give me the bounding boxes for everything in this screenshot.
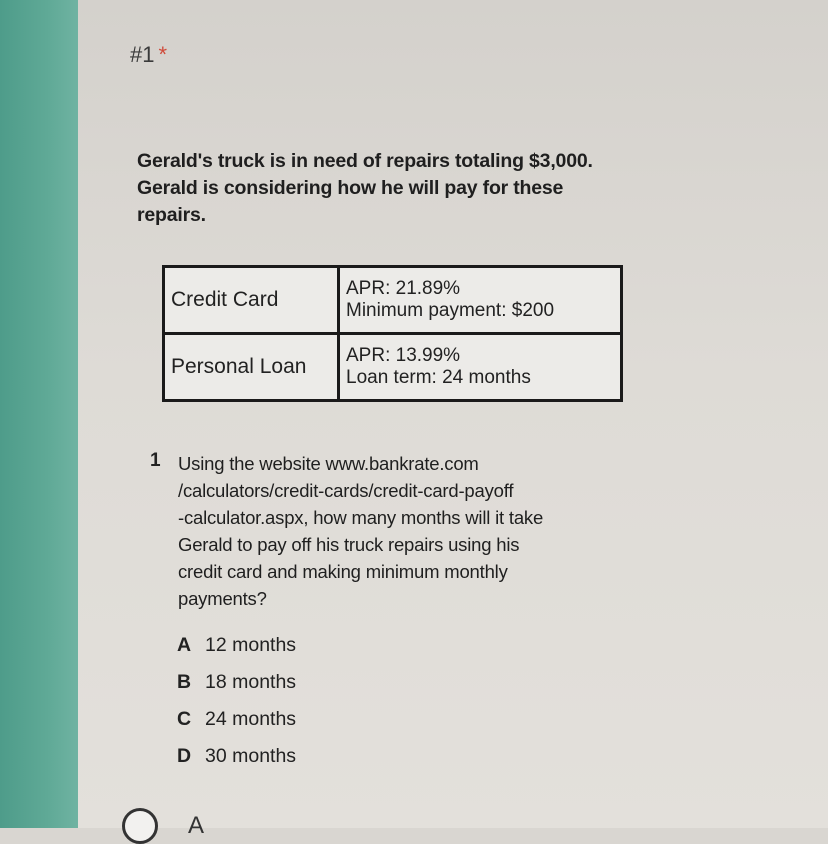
- question-intro: [137, 148, 667, 229]
- answer-choices: [177, 634, 296, 782]
- choice-d: [177, 745, 296, 782]
- sub-question-line: payments?: [178, 588, 267, 609]
- choice-text: 30 months: [205, 745, 297, 767]
- option-name: Personal Loan: [164, 334, 339, 401]
- sub-question-line: credit card and making minimum monthly: [178, 561, 508, 582]
- intro-line: repairs.: [137, 204, 206, 226]
- radio-button[interactable]: [122, 808, 158, 844]
- sub-question-line: Gerald to pay off his truck repairs using his: [178, 534, 520, 555]
- choice-text: 24 months: [205, 708, 297, 730]
- question-title: [130, 42, 167, 68]
- sub-question-text: [178, 450, 648, 612]
- choice-a: [177, 634, 296, 671]
- accent-sidebar: [0, 0, 78, 828]
- question-number: #1: [130, 42, 155, 67]
- sub-question-line: Using the website www.bankrate.com: [178, 453, 479, 474]
- choice-letter: B: [177, 671, 192, 693]
- option-detail: Minimum payment: $200: [346, 300, 555, 321]
- choice-text: 18 months: [205, 671, 297, 693]
- option-terms: [339, 334, 622, 401]
- option-detail: Loan term: 24 months: [346, 367, 531, 388]
- option-apr: APR: 13.99%: [346, 345, 461, 366]
- choice-letter: D: [177, 745, 192, 767]
- intro-line: Gerald's truck is in need of repairs totaling $3,000.: [137, 150, 593, 172]
- table-row: [164, 334, 622, 401]
- intro-line: Gerald is considering how he will pay for these: [137, 177, 564, 199]
- sub-question-number: 1: [150, 450, 161, 471]
- choice-letter: A: [177, 634, 192, 656]
- option-name: Credit Card: [164, 267, 339, 334]
- sub-question-line: /calculators/credit-cards/credit-card-payoff: [178, 480, 514, 501]
- choice-text: 12 months: [205, 634, 297, 656]
- sub-question-line: -calculator.aspx, how many months will it take: [178, 507, 544, 528]
- option-terms: [339, 267, 622, 334]
- table-row: [164, 267, 622, 334]
- choice-b: [177, 671, 296, 708]
- payment-options-table: [162, 265, 623, 402]
- required-asterisk: *: [158, 42, 168, 67]
- option-apr: APR: 21.89%: [346, 278, 461, 299]
- radio-label[interactable]: A: [188, 812, 205, 839]
- choice-c: [177, 708, 296, 745]
- choice-letter: C: [177, 708, 192, 730]
